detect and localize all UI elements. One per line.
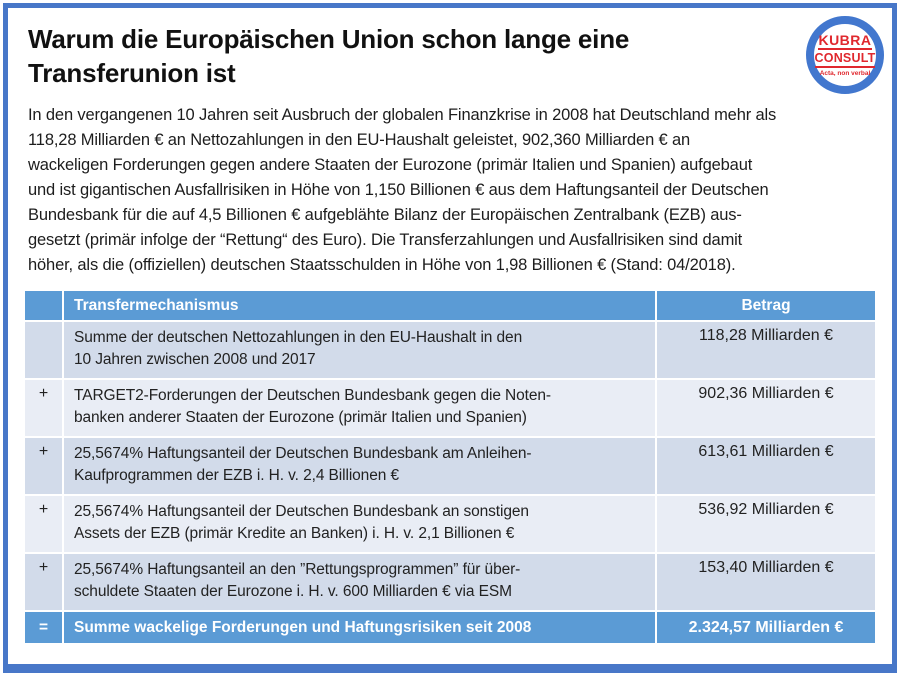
row-sign-cell: + bbox=[25, 554, 62, 610]
total-label-cell: Summe wackelige Forderungen und Haftungsrisiken seit 2008 bbox=[64, 612, 655, 643]
table-row bbox=[25, 322, 875, 378]
row-amount-cell: 902,36 Milliarden € bbox=[657, 380, 875, 436]
row-mechanism-cell bbox=[64, 322, 655, 378]
logo-tagline: Acta, non verbal bbox=[819, 69, 871, 77]
page-title bbox=[28, 22, 748, 90]
table-header-row bbox=[25, 291, 875, 320]
intro-line: gesetzt (primär infolge der “Rettung“ des Euro). Die Transferzahlungen und Ausfallrisiken sind damit bbox=[28, 231, 743, 249]
table-total-row bbox=[25, 612, 875, 643]
row-mechanism-cell bbox=[64, 496, 655, 552]
row-mechanism-line: 10 Jahren zwischen 2008 und 2017 bbox=[74, 351, 316, 368]
logo-word-kubra: KUBRA bbox=[818, 32, 872, 48]
row-mechanism-line: TARGET2-Forderungen der Deutschen Bundesbank gegen die Noten- bbox=[74, 387, 551, 404]
intro-line: In den vergangenen 10 Jahren seit Ausbruch der globalen Finanzkrise in 2008 hat Deutschland mehr als bbox=[28, 106, 777, 124]
slide-frame bbox=[3, 3, 897, 673]
header-amount-cell: Betrag bbox=[657, 291, 875, 320]
logo-text bbox=[815, 33, 876, 77]
table-row bbox=[25, 438, 875, 494]
row-sign-cell bbox=[25, 322, 62, 378]
intro-line: 118,28 Milliarden € an Nettozahlungen in den EU-Haushalt geleistet, 902,360 Milliarden € an bbox=[28, 131, 691, 149]
row-sign-cell: + bbox=[25, 380, 62, 436]
row-mechanism-cell bbox=[64, 554, 655, 610]
row-sign-cell: + bbox=[25, 496, 62, 552]
row-amount-cell: 536,92 Milliarden € bbox=[657, 496, 875, 552]
row-amount-cell: 153,40 Milliarden € bbox=[657, 554, 875, 610]
row-amount-cell: 118,28 Milliarden € bbox=[657, 322, 875, 378]
title-line-1: Warum die Europäischen Union schon lange eine bbox=[28, 24, 630, 54]
table-body bbox=[25, 322, 875, 610]
intro-line: Bundesbank für die auf 4,5 Billionen € aufgeblähte Bilanz der Europäischen Zentralbank (EZB) aus- bbox=[28, 206, 742, 224]
row-mechanism-cell bbox=[64, 438, 655, 494]
row-mechanism-line: Summe der deutschen Nettozahlungen in den EU-Haushalt in den bbox=[74, 329, 523, 346]
row-amount-cell: 613,61 Milliarden € bbox=[657, 438, 875, 494]
row-mechanism-line: 25,5674% Haftungsanteil an den ”Rettungsprogrammen” für über- bbox=[74, 561, 521, 578]
table-row bbox=[25, 496, 875, 552]
row-mechanism-line: banken anderer Staaten der Eurozone (primär Italien und Spanien) bbox=[74, 409, 527, 426]
total-sign-cell: = bbox=[25, 612, 62, 643]
kubra-consult-logo bbox=[806, 16, 884, 94]
row-sign-cell: + bbox=[25, 438, 62, 494]
intro-line: und ist gigantischen Ausfallrisiken in Höhe von 1,150 Billionen € aus dem Haftungsanteil der Deutschen bbox=[28, 181, 769, 199]
logo-word-consult: CONSULT bbox=[815, 52, 876, 68]
intro-line: wackeligen Forderungen gegen andere Staaten der Eurozone (primär Italien und Spanien) aufgebaut bbox=[28, 156, 753, 174]
row-mechanism-line: schuldete Staaten der Eurozone i. H. v. 600 Milliarden € via ESM bbox=[74, 583, 512, 600]
intro-line: höher, als die (offiziellen) deutschen Staatsschulden in Höhe von 1,98 Billionen € (Stand: 04/2018). bbox=[28, 256, 736, 274]
header-mechanism-cell: Transfermechanismus bbox=[64, 291, 655, 320]
row-mechanism-line: Assets der EZB (primär Kredite an Banken) i. H. v. 2,1 Billionen € bbox=[74, 525, 515, 542]
row-mechanism-cell bbox=[64, 380, 655, 436]
table-row bbox=[25, 380, 875, 436]
row-mechanism-line: 25,5674% Haftungsanteil der Deutschen Bundesbank am Anleihen- bbox=[74, 445, 532, 462]
row-mechanism-line: Kaufprogrammen der EZB i. H. v. 2,4 Billionen € bbox=[74, 467, 399, 484]
row-mechanism-line: 25,5674% Haftungsanteil der Deutschen Bundesbank an sonstigen bbox=[74, 503, 529, 520]
transfer-table bbox=[25, 291, 875, 645]
title-line-2: Transferunion ist bbox=[28, 58, 236, 88]
table-row bbox=[25, 554, 875, 610]
total-amount-cell: 2.324,57 Milliarden € bbox=[657, 612, 875, 643]
header-sign-cell bbox=[25, 291, 62, 320]
intro-paragraph bbox=[28, 103, 893, 278]
